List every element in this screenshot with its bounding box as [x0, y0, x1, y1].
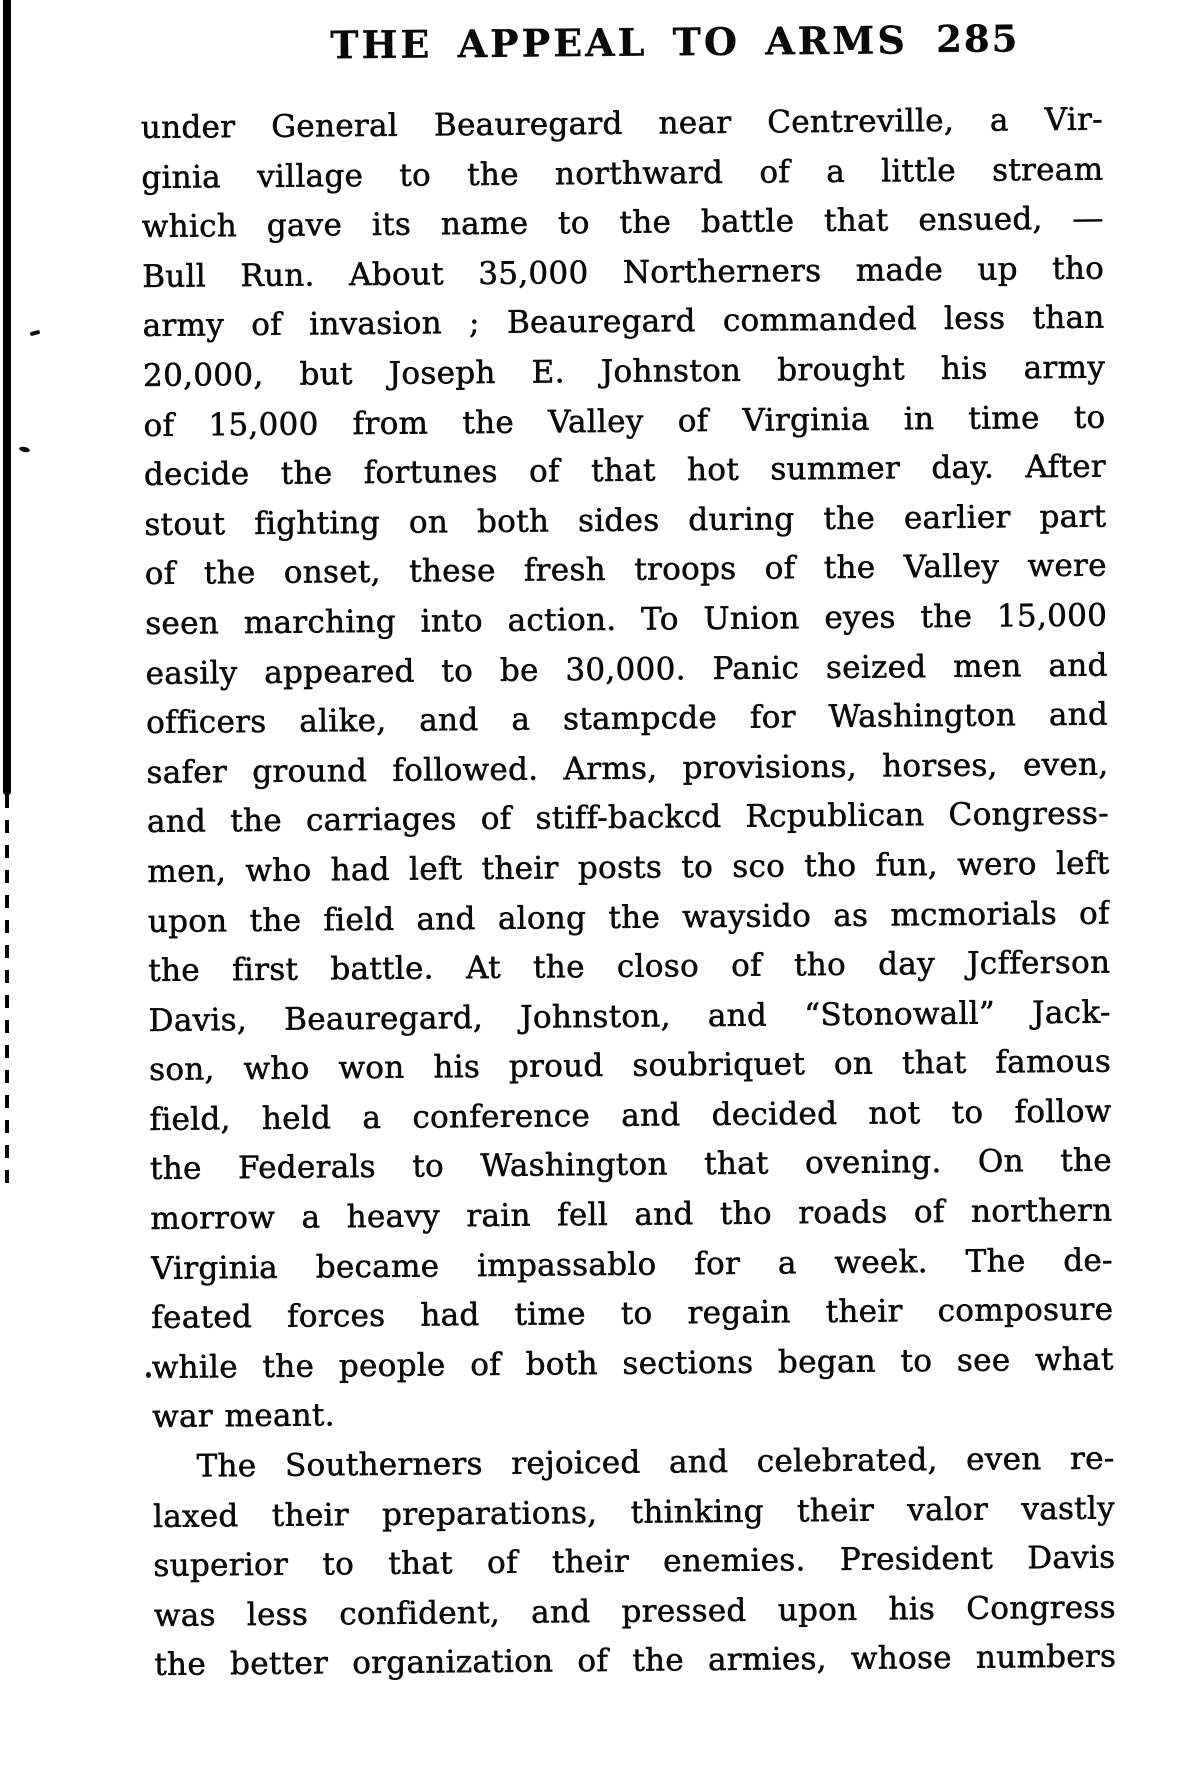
- running-title: THE APPEAL TO ARMS: [330, 17, 908, 68]
- text-line: superior to that of their enemies. President Davis: [153, 1539, 1116, 1585]
- text-line: men, who had left their posts to sco tho fun, wero left: [147, 845, 1110, 890]
- text-line: morrow a heavy rain fell and tho roads of northern: [150, 1192, 1113, 1238]
- paragraph: [141, 96, 1115, 1443]
- page-number: 285: [935, 16, 1020, 62]
- text-line: feated forces had time to regain their composure: [151, 1291, 1114, 1337]
- page-body: [141, 96, 1117, 1691]
- text-line: The Southerners rejoiced and celebrated, even re-: [196, 1440, 1115, 1485]
- text-line: was less confident, and pressed upon his Congress: [153, 1589, 1117, 1634]
- page-header: [140, 14, 1103, 84]
- scan-speck: [146, 1372, 151, 1378]
- text-line: laxed their preparations, thinking their valor vastly: [152, 1490, 1116, 1535]
- text-line: under General Beauregard near Centreville, a Vir-: [140, 101, 1104, 146]
- scan-gutter-line-faded: [5, 795, 9, 1187]
- text-line: of 15,000 from the Valley of Virginia in time to: [143, 399, 1106, 444]
- text-line: stout fighting on both sides during the earlier part: [144, 498, 1107, 543]
- text-line: seen marching into action. To Union eyes the 15,000: [145, 597, 1108, 642]
- text-line: 20,000, but Joseph E. Johnston brought his army: [142, 349, 1106, 394]
- text-line: which gave its name to the battle that ensued, —: [141, 200, 1104, 246]
- text-line: field, held a conference and decided not to follow: [149, 1093, 1112, 1138]
- text-line: Virginia became impassablo for a week. The de-: [150, 1242, 1113, 1287]
- scan-gutter-line: [3, 0, 11, 795]
- text-line: the better organization of the armies, whose numbers: [154, 1638, 1117, 1684]
- text-line: upon the field and along the waysido as mcmorials of: [147, 895, 1110, 940]
- text-line: war meant.: [152, 1397, 336, 1436]
- text-line: while the people of both sections began to see what: [151, 1341, 1114, 1386]
- paragraph: [152, 1435, 1116, 1691]
- text-line: Davis, Beauregard, Johnston, and “Stonowall” Jack-: [148, 994, 1111, 1039]
- text-line: safer ground followed. Arms, provisions, horses, even,: [146, 746, 1109, 791]
- text-line: decide the fortunes of that hot summer day. After: [143, 448, 1107, 494]
- text-line: and the carriages of stiff-backcd Rcpublican Congress-: [146, 795, 1110, 841]
- scanned-text-block: [140, 14, 1117, 1691]
- text-line: son, who won his proud soubriquet on that famous: [148, 1043, 1112, 1089]
- text-line: of the onset, these fresh troops of the Valley were: [144, 547, 1107, 593]
- text-line: army of invasion ; Beauregard commanded less than: [142, 299, 1105, 345]
- text-line: the Federals to Washington that ovening. On the: [149, 1143, 1113, 1188]
- text-line: easily appeared to be 30,000. Panic seized men and: [145, 647, 1108, 692]
- text-line: ginia village to the northward of a little stream: [141, 151, 1104, 196]
- text-line: the first battle. At the closo of tho day Jcfferson: [148, 944, 1111, 990]
- scan-speck: [19, 446, 31, 453]
- text-line: officers alike, and a stampcde for Washington and: [145, 696, 1109, 742]
- text-line: Bull Run. About 35,000 Northerners made up tho: [142, 250, 1105, 295]
- scan-speck: [30, 330, 41, 336]
